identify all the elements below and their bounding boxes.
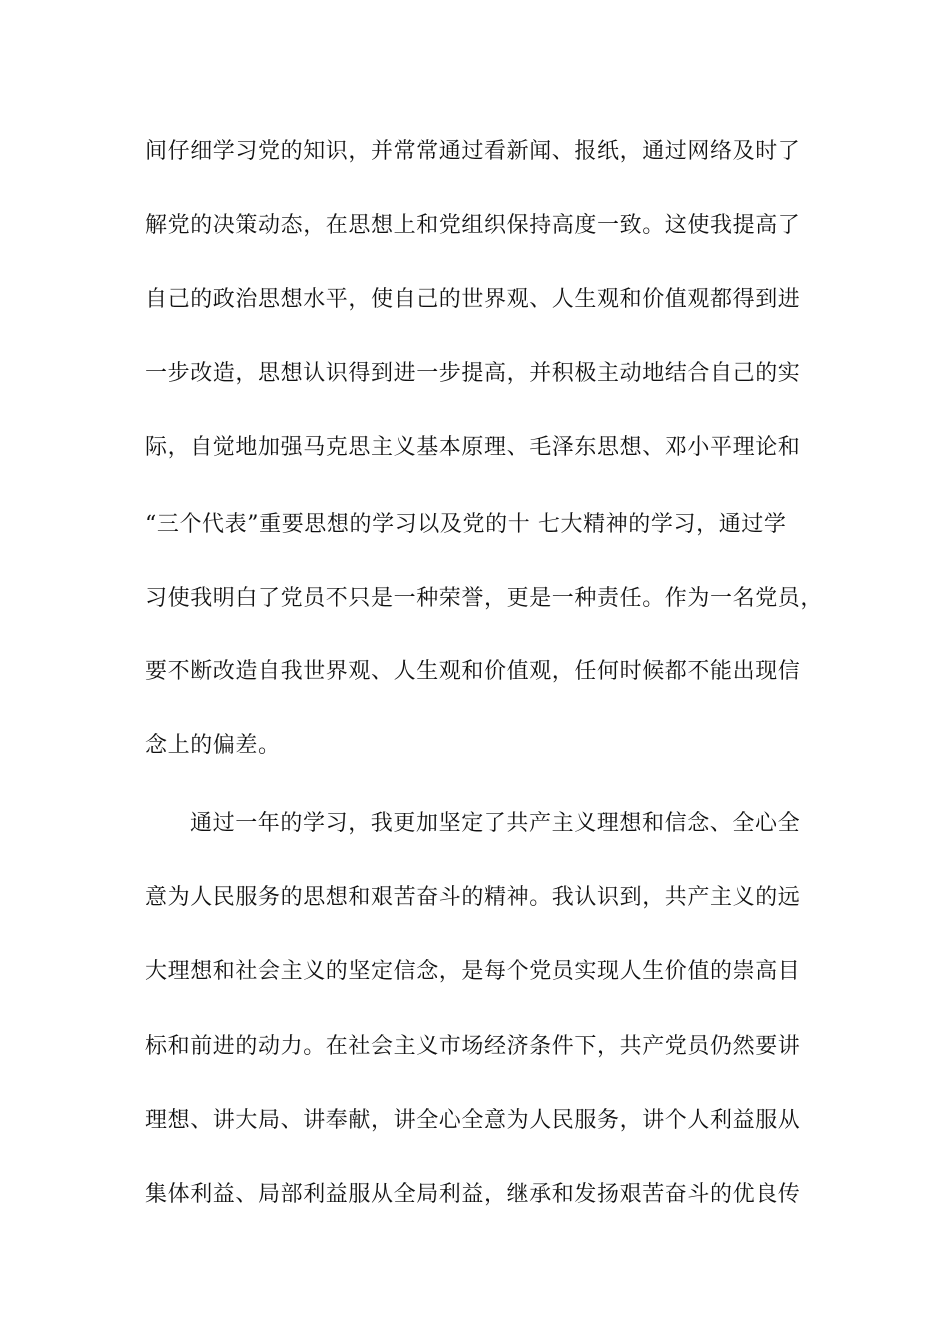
text-line: 意为人民服务的思想和艰苦奋斗的精神。我认识到，共产主义的远 xyxy=(145,885,801,910)
text-line: 一步改造，思想认识得到进一步提高，并积极主动地结合自己的实 xyxy=(145,361,801,386)
text-line: 通过一年的学习，我更加坚定了共产主义理想和信念、全心全 xyxy=(190,811,801,836)
text-line: 习使我明白了党员不只是一种荣誉，更是一种责任。作为一名党员， xyxy=(145,586,824,611)
text-line: 自己的政治思想水平，使自己的世界观、人生观和价值观都得到进 xyxy=(145,287,801,312)
text-line: 标和前进的动力。在社会主义市场经济条件下，共产党员仍然要讲 xyxy=(145,1034,801,1059)
text-line: 解党的决策动态，在思想上和党组织保持高度一致。这使我提高了 xyxy=(145,213,801,238)
text-line: 理想、讲大局、讲奉献，讲全心全意为人民服务，讲个人利益服从 xyxy=(145,1108,801,1133)
text-line: “三个代表”重要思想的学习以及党的十 七大精神的学习，通过学 xyxy=(145,512,787,537)
text-line: 大理想和社会主义的坚定信念，是每个党员实现人生价值的崇高目 xyxy=(145,959,801,984)
text-line: 要不断改造自我世界观、人生观和价值观，任何时候都不能出现信 xyxy=(145,659,801,684)
text-line: 念上的偏差。 xyxy=(145,733,281,758)
text-line: 集体利益、局部利益服从全局利益，继承和发扬艰苦奋斗的优良传 xyxy=(145,1182,801,1207)
text-line: 际，自觉地加强马克思主义基本原理、毛泽东思想、邓小平理论和 xyxy=(145,435,801,460)
text-line: 间仔细学习党的知识，并常常通过看新闻、报纸，通过网络及时了 xyxy=(145,139,801,164)
